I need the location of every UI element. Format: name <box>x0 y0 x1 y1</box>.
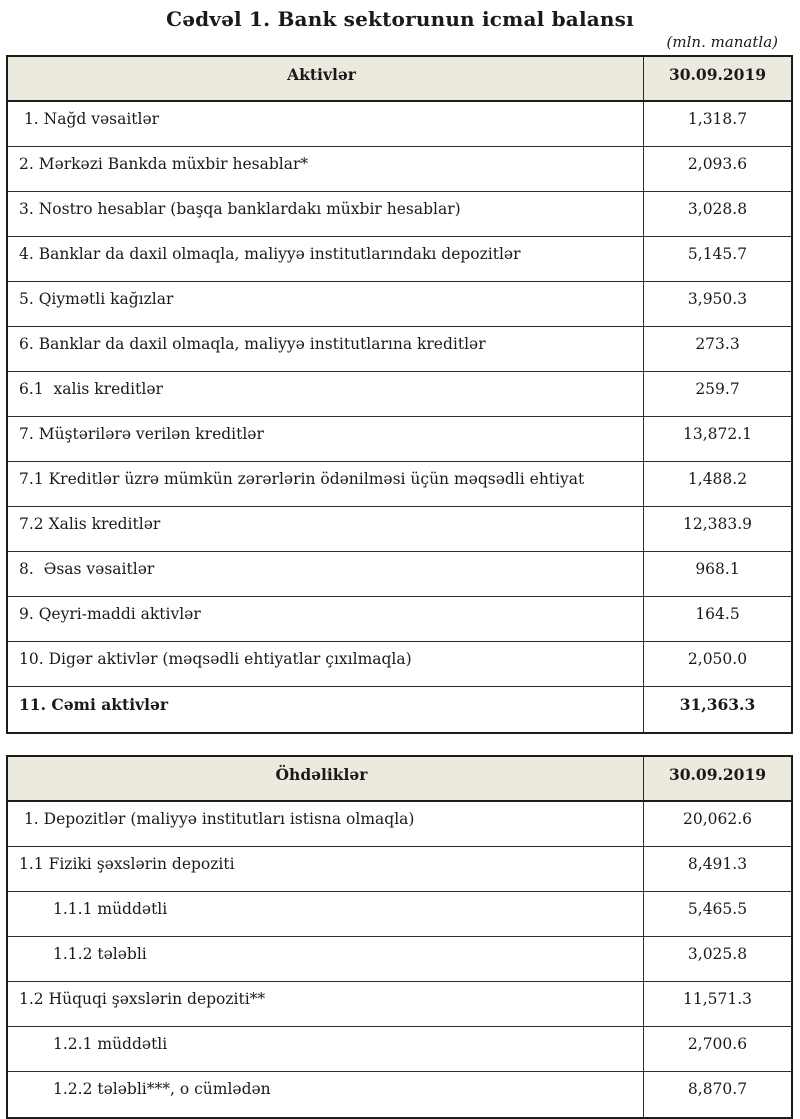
row-value: 3,950.3 <box>687 290 748 308</box>
table-row <box>8 982 791 1027</box>
assets-table <box>6 55 793 734</box>
row-value: 8,870.7 <box>687 1080 748 1098</box>
liabilities-table-header-row <box>8 757 791 802</box>
row-label: 11. Cəmi aktivlər <box>8 687 644 732</box>
table-row <box>8 237 791 282</box>
table-row <box>8 192 791 237</box>
unit-note: (mln. manatla) <box>666 33 778 51</box>
table-row <box>8 102 791 147</box>
row-label: 1.2 Hüquqi şəxslərin depoziti** <box>8 982 644 1026</box>
row-value: 1,488.2 <box>687 470 748 488</box>
row-value: 1,318.7 <box>687 110 748 128</box>
row-value: 2,050.0 <box>687 650 748 668</box>
row-value: 11,571.3 <box>682 990 753 1008</box>
row-label: 7. Müştərilərə verilən kreditlər <box>8 417 644 461</box>
table-row <box>8 372 791 417</box>
table-row <box>8 327 791 372</box>
liabilities-table-body <box>8 802 791 1117</box>
table-row <box>8 642 791 687</box>
page-title: Cədvəl 1. Bank sektorunun icmal balansı <box>166 7 634 31</box>
row-label: 6. Banklar da daxil olmaqla, maliyyə institutlarına kreditlər <box>8 327 644 371</box>
row-value: 12,383.9 <box>682 515 753 533</box>
row-value: 5,465.5 <box>687 900 748 918</box>
row-label: 4. Banklar da daxil olmaqla, maliyyə institutlarındakı depozitlər <box>8 237 644 281</box>
row-value: 8,491.3 <box>687 855 748 873</box>
row-label: 1. Depozitlər (maliyyə institutları istisna olmaqla) <box>8 802 644 846</box>
liabilities-table <box>6 755 793 1119</box>
row-value: 31,363.3 <box>679 695 756 714</box>
table-row <box>8 892 791 937</box>
row-value: 273.3 <box>695 335 740 353</box>
table-row <box>8 282 791 327</box>
row-label: 1.1.1 müddətli <box>8 892 644 936</box>
row-value: 3,028.8 <box>687 200 748 218</box>
row-label: 7.1 Kreditlər üzrə mümkün zərərlərin ödənilməsi üçün məqsədli ehtiyat <box>8 462 644 506</box>
row-value: 13,872.1 <box>682 425 753 443</box>
assets-header-label: Aktivlər <box>8 57 644 100</box>
table-row <box>8 847 791 892</box>
row-value: 5,145.7 <box>687 245 748 263</box>
row-label: 1.1 Fiziki şəxslərin depoziti <box>8 847 644 891</box>
table-row <box>8 937 791 982</box>
table-row <box>8 147 791 192</box>
table-row <box>8 802 791 847</box>
row-label: 7.2 Xalis kreditlər <box>8 507 644 551</box>
row-label: 1.1.2 tələbli <box>8 937 644 981</box>
row-label: 2. Mərkəzi Bankda müxbir hesablar* <box>8 147 644 191</box>
table-row <box>8 417 791 462</box>
table-row <box>8 552 791 597</box>
row-label: 1. Nağd vəsaitlər <box>8 102 644 146</box>
row-label: 1.2.1 müddətli <box>8 1027 644 1071</box>
assets-header-date: 30.09.2019 <box>668 65 767 84</box>
row-value: 20,062.6 <box>682 810 753 828</box>
table-row <box>8 1027 791 1072</box>
row-label: 1.2.2 tələbli***, o cümlədən <box>8 1072 644 1117</box>
row-value: 2,700.6 <box>687 1035 748 1053</box>
assets-table-header-row <box>8 57 791 102</box>
row-label: 3. Nostro hesablar (başqa banklardakı müxbir hesablar) <box>8 192 644 236</box>
row-value: 3,025.8 <box>687 945 748 963</box>
assets-table-body <box>8 102 791 732</box>
liabilities-header-date: 30.09.2019 <box>668 765 767 784</box>
table-row <box>8 687 791 732</box>
row-value: 259.7 <box>695 380 740 398</box>
table-row <box>8 1072 791 1117</box>
liabilities-header-label: Öhdəliklər <box>8 757 644 800</box>
row-label: 5. Qiymətli kağızlar <box>8 282 644 326</box>
row-value: 164.5 <box>695 605 740 623</box>
row-value: 968.1 <box>695 560 740 578</box>
row-label: 6.1 xalis kreditlər <box>8 372 644 416</box>
row-label: 9. Qeyri-maddi aktivlər <box>8 597 644 641</box>
table-row <box>8 507 791 552</box>
table-row <box>8 462 791 507</box>
row-label: 10. Digər aktivlər (məqsədli ehtiyatlar çıxılmaqla) <box>8 642 644 686</box>
row-label: 8. Əsas vəsaitlər <box>8 552 644 596</box>
table-row <box>8 597 791 642</box>
row-value: 2,093.6 <box>687 155 748 173</box>
